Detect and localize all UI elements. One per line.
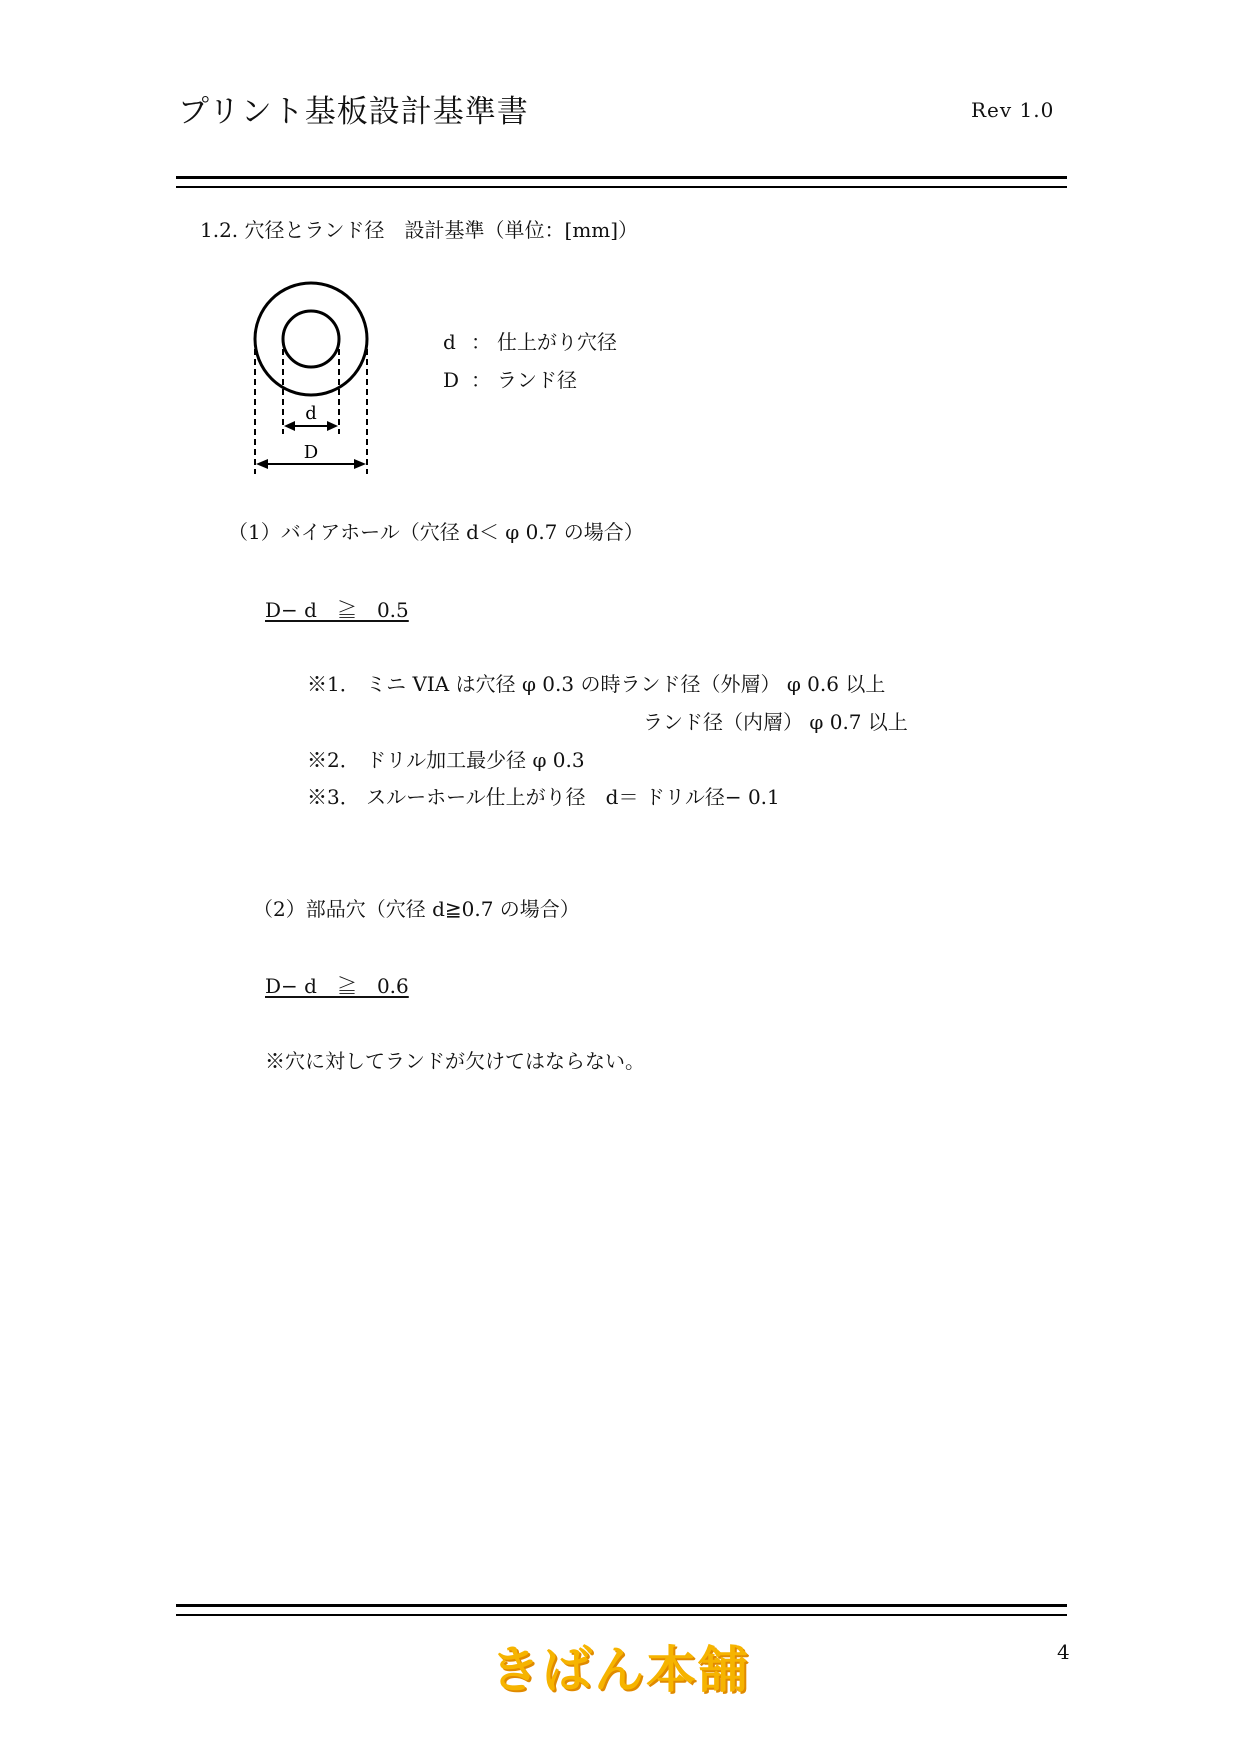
legend-sep: ： (471, 368, 491, 392)
land-hole-diagram (240, 276, 380, 476)
via-note-1-cont: ランド径（内層） φ 0.7 以上 (643, 710, 908, 734)
land-outer-circle (255, 283, 367, 395)
component-note: ※穴に対してランドが欠けてはならない。 (265, 1049, 645, 1073)
d-arrow-right (327, 421, 338, 431)
legend-text: 仕上がり穴径 (497, 330, 617, 354)
D-arrow-left (256, 459, 268, 469)
via-heading: （1）バイアホール（穴径 d＜ φ 0.7 の場合） (228, 520, 644, 544)
D-arrow-right (354, 459, 366, 469)
legend-D (443, 364, 577, 393)
via-formula: D− d ≧ 0.5 (265, 598, 409, 622)
hole-inner-circle (283, 311, 339, 367)
component-heading: （2）部品穴（穴径 d≧0.7 の場合） (253, 897, 580, 921)
D-label: D (303, 442, 319, 463)
component-formula: D− d ≧ 0.6 (265, 974, 409, 998)
company-logo: きばん本舗 (490, 1641, 750, 1699)
legend-key: D (443, 368, 460, 392)
via-note-3: ※3． スルーホール仕上がり径 d＝ ドリル径− 0.1 (307, 785, 780, 809)
footer-rule-thin (176, 1614, 1067, 1616)
legend-sep: ： (471, 330, 491, 354)
d-label: d (305, 403, 317, 424)
footer-rule-thick (176, 1604, 1067, 1607)
document-title: プリント基板設計基準書 (178, 94, 529, 130)
d-arrow-left (284, 421, 295, 431)
legend-key: d (443, 330, 456, 354)
page-number: 4 (1057, 1640, 1070, 1664)
header-rule-thin (176, 186, 1067, 188)
revision-label: Rev 1.0 (971, 98, 1055, 122)
via-note-1: ※1． ミニ VIA は穴径 φ 0.3 の時ランド径（外層） φ 0.6 以上 (307, 672, 886, 696)
section-heading: 1.2. 穴径とランド径 設計基準（単位：[mm]） (200, 218, 639, 242)
legend-text: ランド径 (497, 368, 577, 392)
legend-d (443, 326, 617, 355)
via-note-2: ※2． ドリル加工最少径 φ 0.3 (307, 748, 585, 772)
header-rule-thick (176, 176, 1067, 179)
